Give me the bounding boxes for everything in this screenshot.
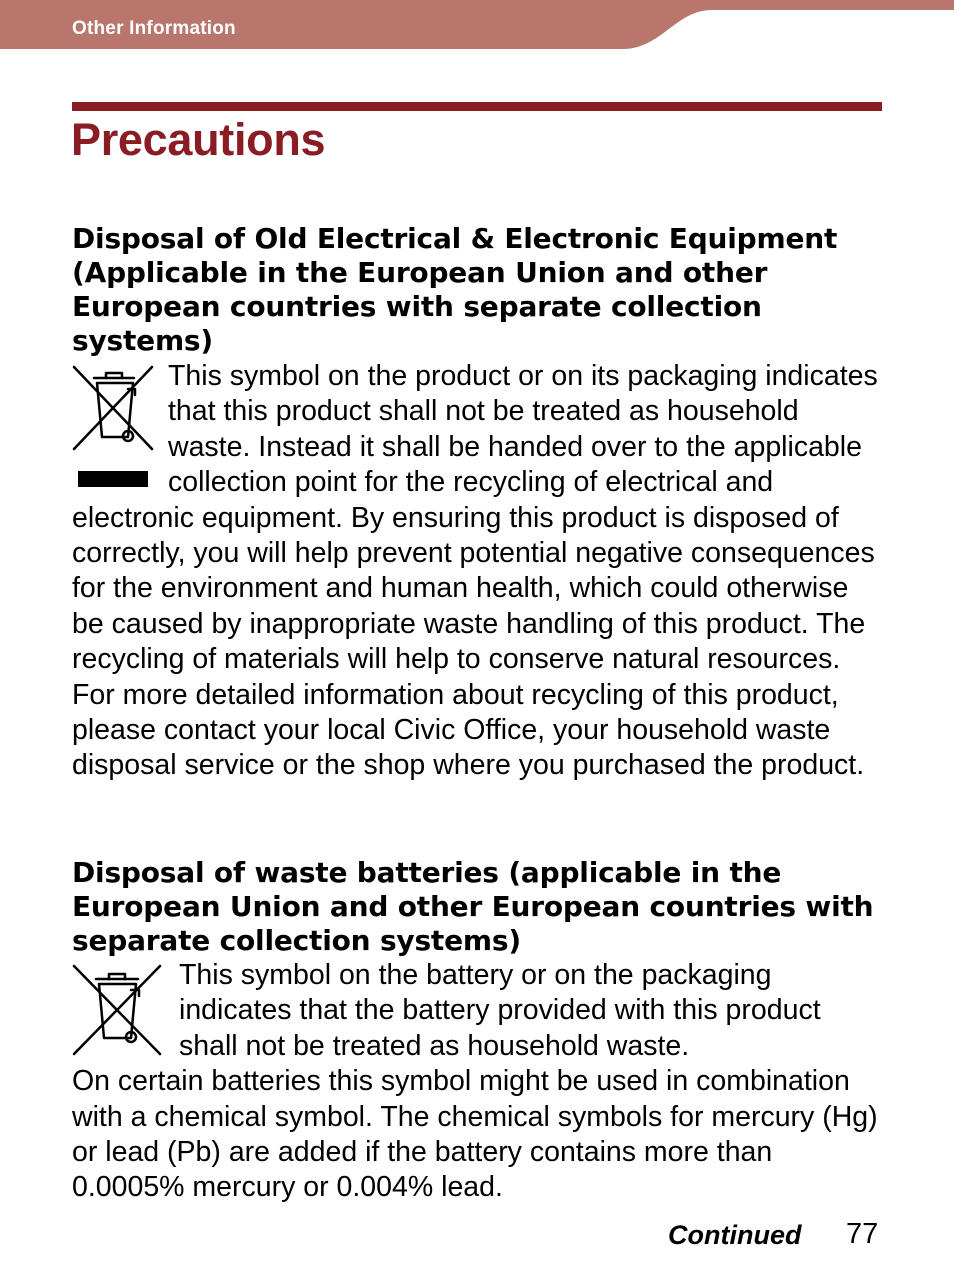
battery-disposal-text-2: On certain batteries this symbol might be used in combination with a chemical symbol. The chemical symbols for mercury (Hg) or lead (Pb) are added if the battery contains more than 0.0005% mercury or 0.004% lead. (72, 1065, 878, 1204)
battery-disposal-text-1: This symbol on the battery or on the packaging indicates that the battery provided with this product shall not be treated as household waste. (179, 959, 821, 1062)
weee-disposal-text: This symbol on the product or on its packaging indicates that this product shall not be treated as household waste. Instead it shall be handed over to the applicable collection point for the recycling of electrical and electronic equipment. By ensuring this product is disposed of correctly, you will help prevent potential negative consequences for the environment and human health, which could otherwise be caused by inappropriate waste handling of this product. The recycling of materials will help to conserve natural resources. For more detailed information about recycling of this product, please contact your local Civic Office, your household waste disposal service or the shop where you purchased the product. (72, 360, 878, 782)
section-label: Other Information (72, 18, 236, 39)
crossed-out-wheeled-bin-with-bar-icon (72, 359, 156, 489)
weee-disposal-heading: Disposal of Old Electrical & Electronic Equipment (Applicable in the European Union and other European countries with separate collection systems) (72, 222, 838, 357)
header-tab (0, 0, 954, 50)
crossed-out-wheeled-bin-icon (72, 958, 164, 1064)
battery-disposal-body (72, 958, 884, 1206)
continued-label: Continued (668, 1220, 802, 1250)
title-rule (72, 102, 882, 111)
battery-disposal-heading: Disposal of waste batteries (applicable in the European Union and other European countries with separate collection systems) (72, 856, 874, 957)
weee-disposal-body (72, 359, 884, 784)
page-number: 77 (846, 1218, 879, 1250)
page-title: Precautions (71, 114, 326, 165)
